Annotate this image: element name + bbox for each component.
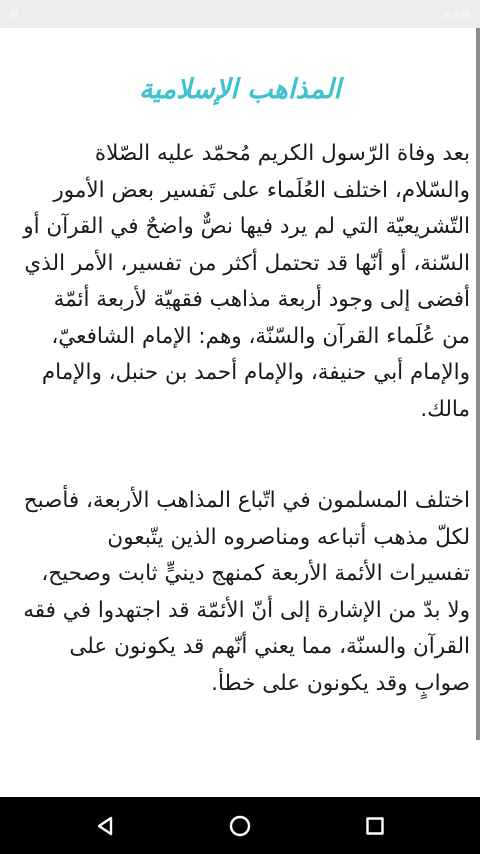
page-title: المذاهب الإسلامية — [139, 74, 341, 106]
recents-button[interactable] — [358, 809, 392, 843]
back-triangle-icon — [94, 815, 116, 837]
article-paragraph-2: اختلف المسلمون في اتّباع المذاهب الأربعة، فأصبح لكلّ مذهب أتباعه ومناصروه الذين يتّبعون تفسيرات الأئمة الأربعة كمنهج دينيٍّ ثابت وصحيح، ولا بدّ من الإشارة إلى أنّ الأئمّة قد اجتهدوا في فقه القرآن والسنّة، مما يعني أنّهم قد يكونون على صوابٍ وقد يكونون على خطأ. — [23, 488, 470, 696]
scrollbar[interactable] — [476, 28, 480, 740]
home-circle-icon — [228, 814, 252, 838]
notification-icon: ■ — [8, 6, 20, 20]
recents-square-icon — [365, 816, 385, 836]
system-status-icons: ▲▲■ — [442, 6, 472, 20]
article-paragraph-1: بعد وفاة الرّسول الكريم مُحمّد عليه الصّلاة والسّلام، اختلف العُلَماء على تَفسير بعض الأمور التّشريعيّة التي لم يرد فيها نصٌّ واضحٌ في القرآن أو السّنة، أو أنّها قد تحتمل أكثر من تفسير، الأمر الذي أفضى إلى وجود أربعة مذاهب فقهيّة لأربعة أئمّة من عُلَماء القرآن والسّنّة، وهم: الإمام الشافعيّ، والإمام أبي حنيفة، والإمام أحمد بن حنبل، والإمام مالك. — [23, 141, 470, 422]
home-button[interactable] — [223, 809, 257, 843]
status-bar — [0, 0, 480, 28]
navigation-bar — [0, 797, 480, 854]
back-button[interactable] — [88, 809, 122, 843]
